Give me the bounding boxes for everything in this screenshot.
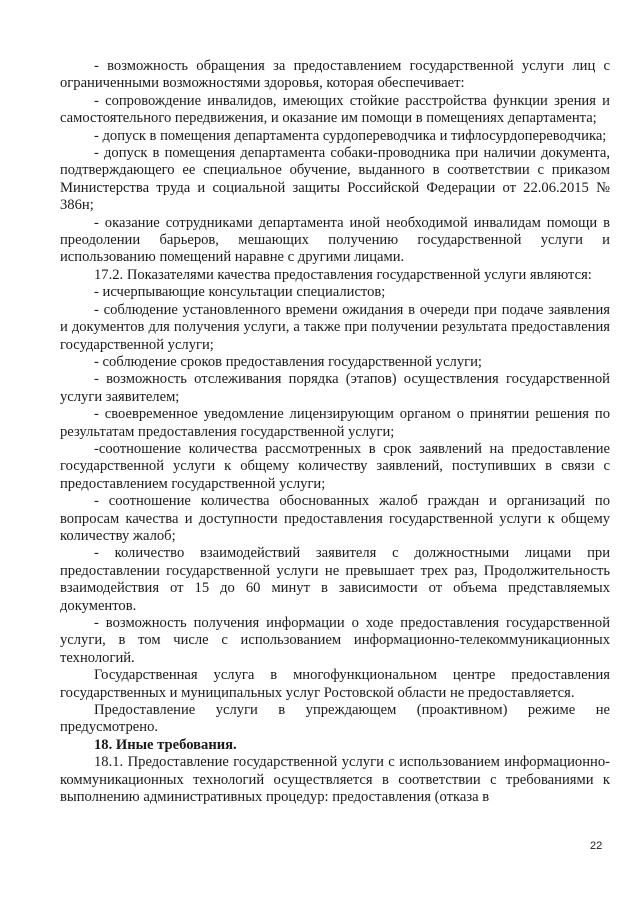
paragraph: Предоставление услуги в упреждающем (проактивном) режиме не предусмотрено. [60,702,610,736]
paragraph: - количество взаимодействий заявителя с должностными лицами при предоставлении государственной услуги не превышает трех раз, Продолжительность взаимодействия от 15 до 60 минут в зависимости от объема представляемых документов. [60,545,610,614]
paragraph: - возможность получения информации о ходе предоставления государственной услуги, в том числе с использованием информационно-телекоммуникационных технологий. [60,615,610,666]
paragraph: 17.2. Показателями качества предоставления государственной услуги являются: [94,266,592,283]
page-number: 22 [590,840,603,852]
paragraph: Государственная услуга в многофункциональном центре предоставления государственных и муниципальных услуг Ростовской области не предоставляется. [60,667,610,701]
paragraph: - допуск в помещения департамента собаки-проводника при наличии документа, подтверждающего ее специальное обучение, выданного в соответствии с приказом Министерства труда и социальной защиты Российской Федерации от 22.06.2015 № 386н; [60,145,610,214]
paragraph: - соотношение количества обоснованных жалоб граждан и организаций по вопросам качества и доступности предоставления государственной услуги к общему количеству жалоб; [60,493,610,544]
paragraph: - допуск в помещения департамента сурдопереводчика и тифлосурдопереводчика; [94,127,607,144]
paragraph: - соблюдение установленного времени ожидания в очереди при подаче заявления и документов для получения услуги, а также при получении результата предоставления государственной услуги; [60,301,610,353]
paragraph: - исчерпывающие консультации специалистов; [94,284,386,301]
paragraph: - соблюдение сроков предоставления государственной услуги; [94,353,482,370]
paragraph: - сопровождение инвалидов, имеющих стойкие расстройства функции зрения и самостоятельного передвижения, и оказание им помощи в помещениях департамента; [60,92,610,127]
paragraph: -соотношение количества рассмотренных в срок заявлений на предоставление государственной услуги к общему количеству заявлений, поступивших в связи с предоставлением государственной услуги; [60,440,610,492]
paragraph: 18.1. Предоставление государственной услуги с использованием информационно-коммуникационных технологий осуществляется в соответствии с требованиями к выполнению административных процедур: предоставления (отказа в [60,754,610,806]
paragraph: - своевременное уведомление лицензирующим органом о принятии решения по результатам предоставления государственной услуги; [60,406,610,440]
paragraph: - возможность обращения за предоставлением государственной услуги лиц с ограниченными возможностями здоровья, которая обеспечивает: [60,58,610,92]
document-page [60,58,610,806]
section-heading: 18. Иные требования. [94,736,237,753]
paragraph: - возможность отслеживания порядка (этапов) осуществления государственной услуги заявителем; [60,371,610,405]
paragraph: - оказание сотрудниками департамента иной необходимой инвалидам помощи в преодолении барьеров, мешающих получению государственной услуги и использованию помещений наравне с другими лицами. [60,214,610,266]
